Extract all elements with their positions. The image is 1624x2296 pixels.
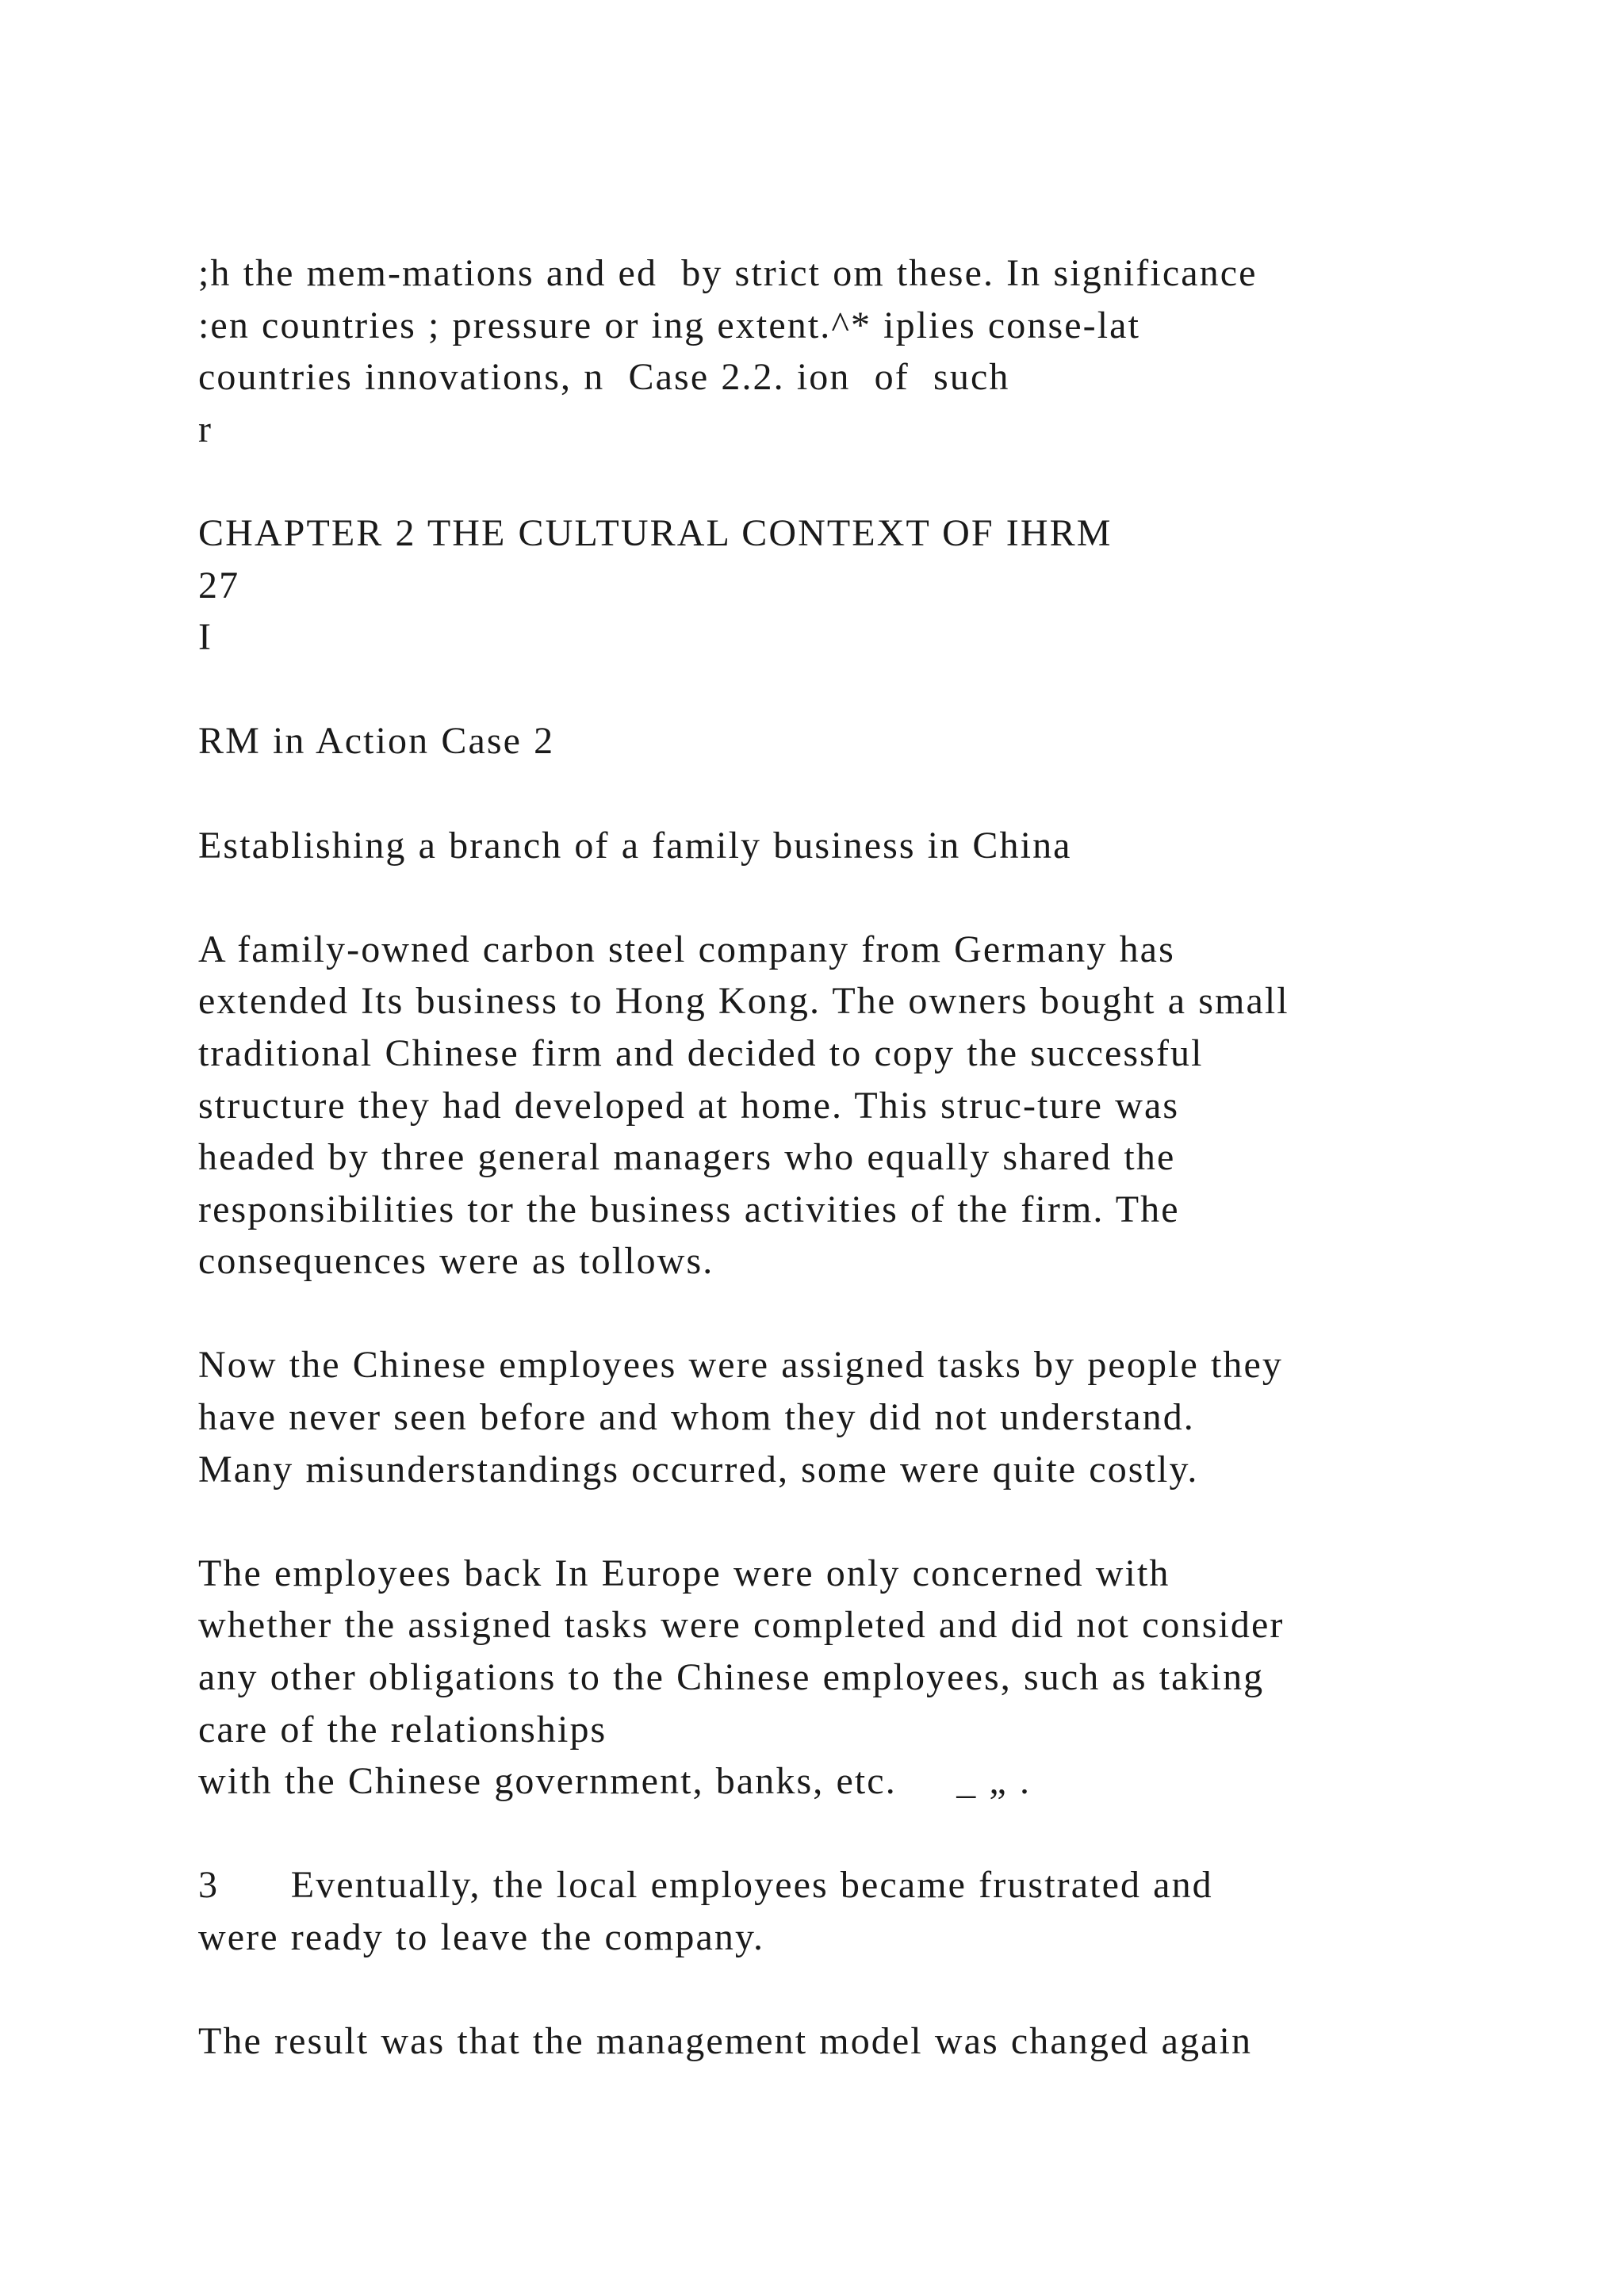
paragraph-line: A family-owned carbon steel company from Germany has: [198, 928, 1175, 970]
spacer: [198, 1808, 1562, 1860]
paragraph-line: any other obligations to the Chinese employees, such as taking: [198, 1656, 1265, 1699]
paragraph-line: have never seen before and whom they did not understand.: [198, 1396, 1195, 1439]
paragraph-line: were ready to leave the company.: [198, 1916, 765, 1958]
fragment-line: :en countries ; pressure or ing extent.^* iplies conse-lat: [198, 304, 1141, 346]
spacer: [198, 767, 1562, 820]
paragraph-line: Now the Chinese employees were assigned tasks by people they: [198, 1344, 1284, 1387]
paragraph-line: headed by three general managers who equally shared the: [198, 1136, 1176, 1179]
spacer: [198, 1964, 1562, 2016]
fragment-line: ;h the mem-mations and ed by strict om these. In significance: [198, 252, 1258, 294]
spacer: [198, 1288, 1562, 1340]
section-marker: I: [198, 616, 213, 659]
paragraph-line: structure they had developed at home. This struc-ture was: [198, 1084, 1180, 1127]
paragraph-line: The employees back In Europe were only concerned with: [198, 1552, 1170, 1594]
paragraph-line: Many misunderstandings occurred, some were quite costly.: [198, 1448, 1199, 1490]
paragraph-line: with the Chinese government, banks, etc. _ „ .: [198, 1760, 1032, 1803]
spacer: [198, 664, 1562, 716]
chapter-title: CHAPTER 2 THE CULTURAL CONTEXT OF IHRM: [198, 511, 1113, 554]
paragraph-line: extended Its business to Hong Kong. The owners bought a small: [198, 980, 1289, 1023]
spacer: [198, 871, 1562, 924]
paragraph-line: whether the assigned tasks were completed and did not consider: [198, 1604, 1285, 1647]
page-number: 27: [198, 564, 240, 607]
case-label: RM in Action Case 2: [198, 720, 555, 763]
paragraph-line: responsibilities tor the business activities of the firm. The: [198, 1188, 1180, 1230]
paragraph-line: care of the relationships: [198, 1708, 607, 1751]
fragment-line: r: [198, 408, 213, 450]
spacer: [198, 455, 1562, 507]
page-text: [198, 247, 1562, 2068]
paragraph-line: The result was that the management model was changed again: [198, 2020, 1253, 2063]
spacer: [198, 1495, 1562, 1548]
paragraph-line: 3 Eventually, the local employees became frustrated and: [198, 1864, 1213, 1907]
case-title: Establishing a branch of a family business in China: [198, 824, 1072, 867]
fragment-line: countries innovations, n Case 2.2. ion of such: [198, 356, 1010, 399]
paragraph-line: traditional Chinese firm and decided to copy the successful: [198, 1031, 1204, 1074]
paragraph-line: consequences were as tollows.: [198, 1240, 714, 1283]
